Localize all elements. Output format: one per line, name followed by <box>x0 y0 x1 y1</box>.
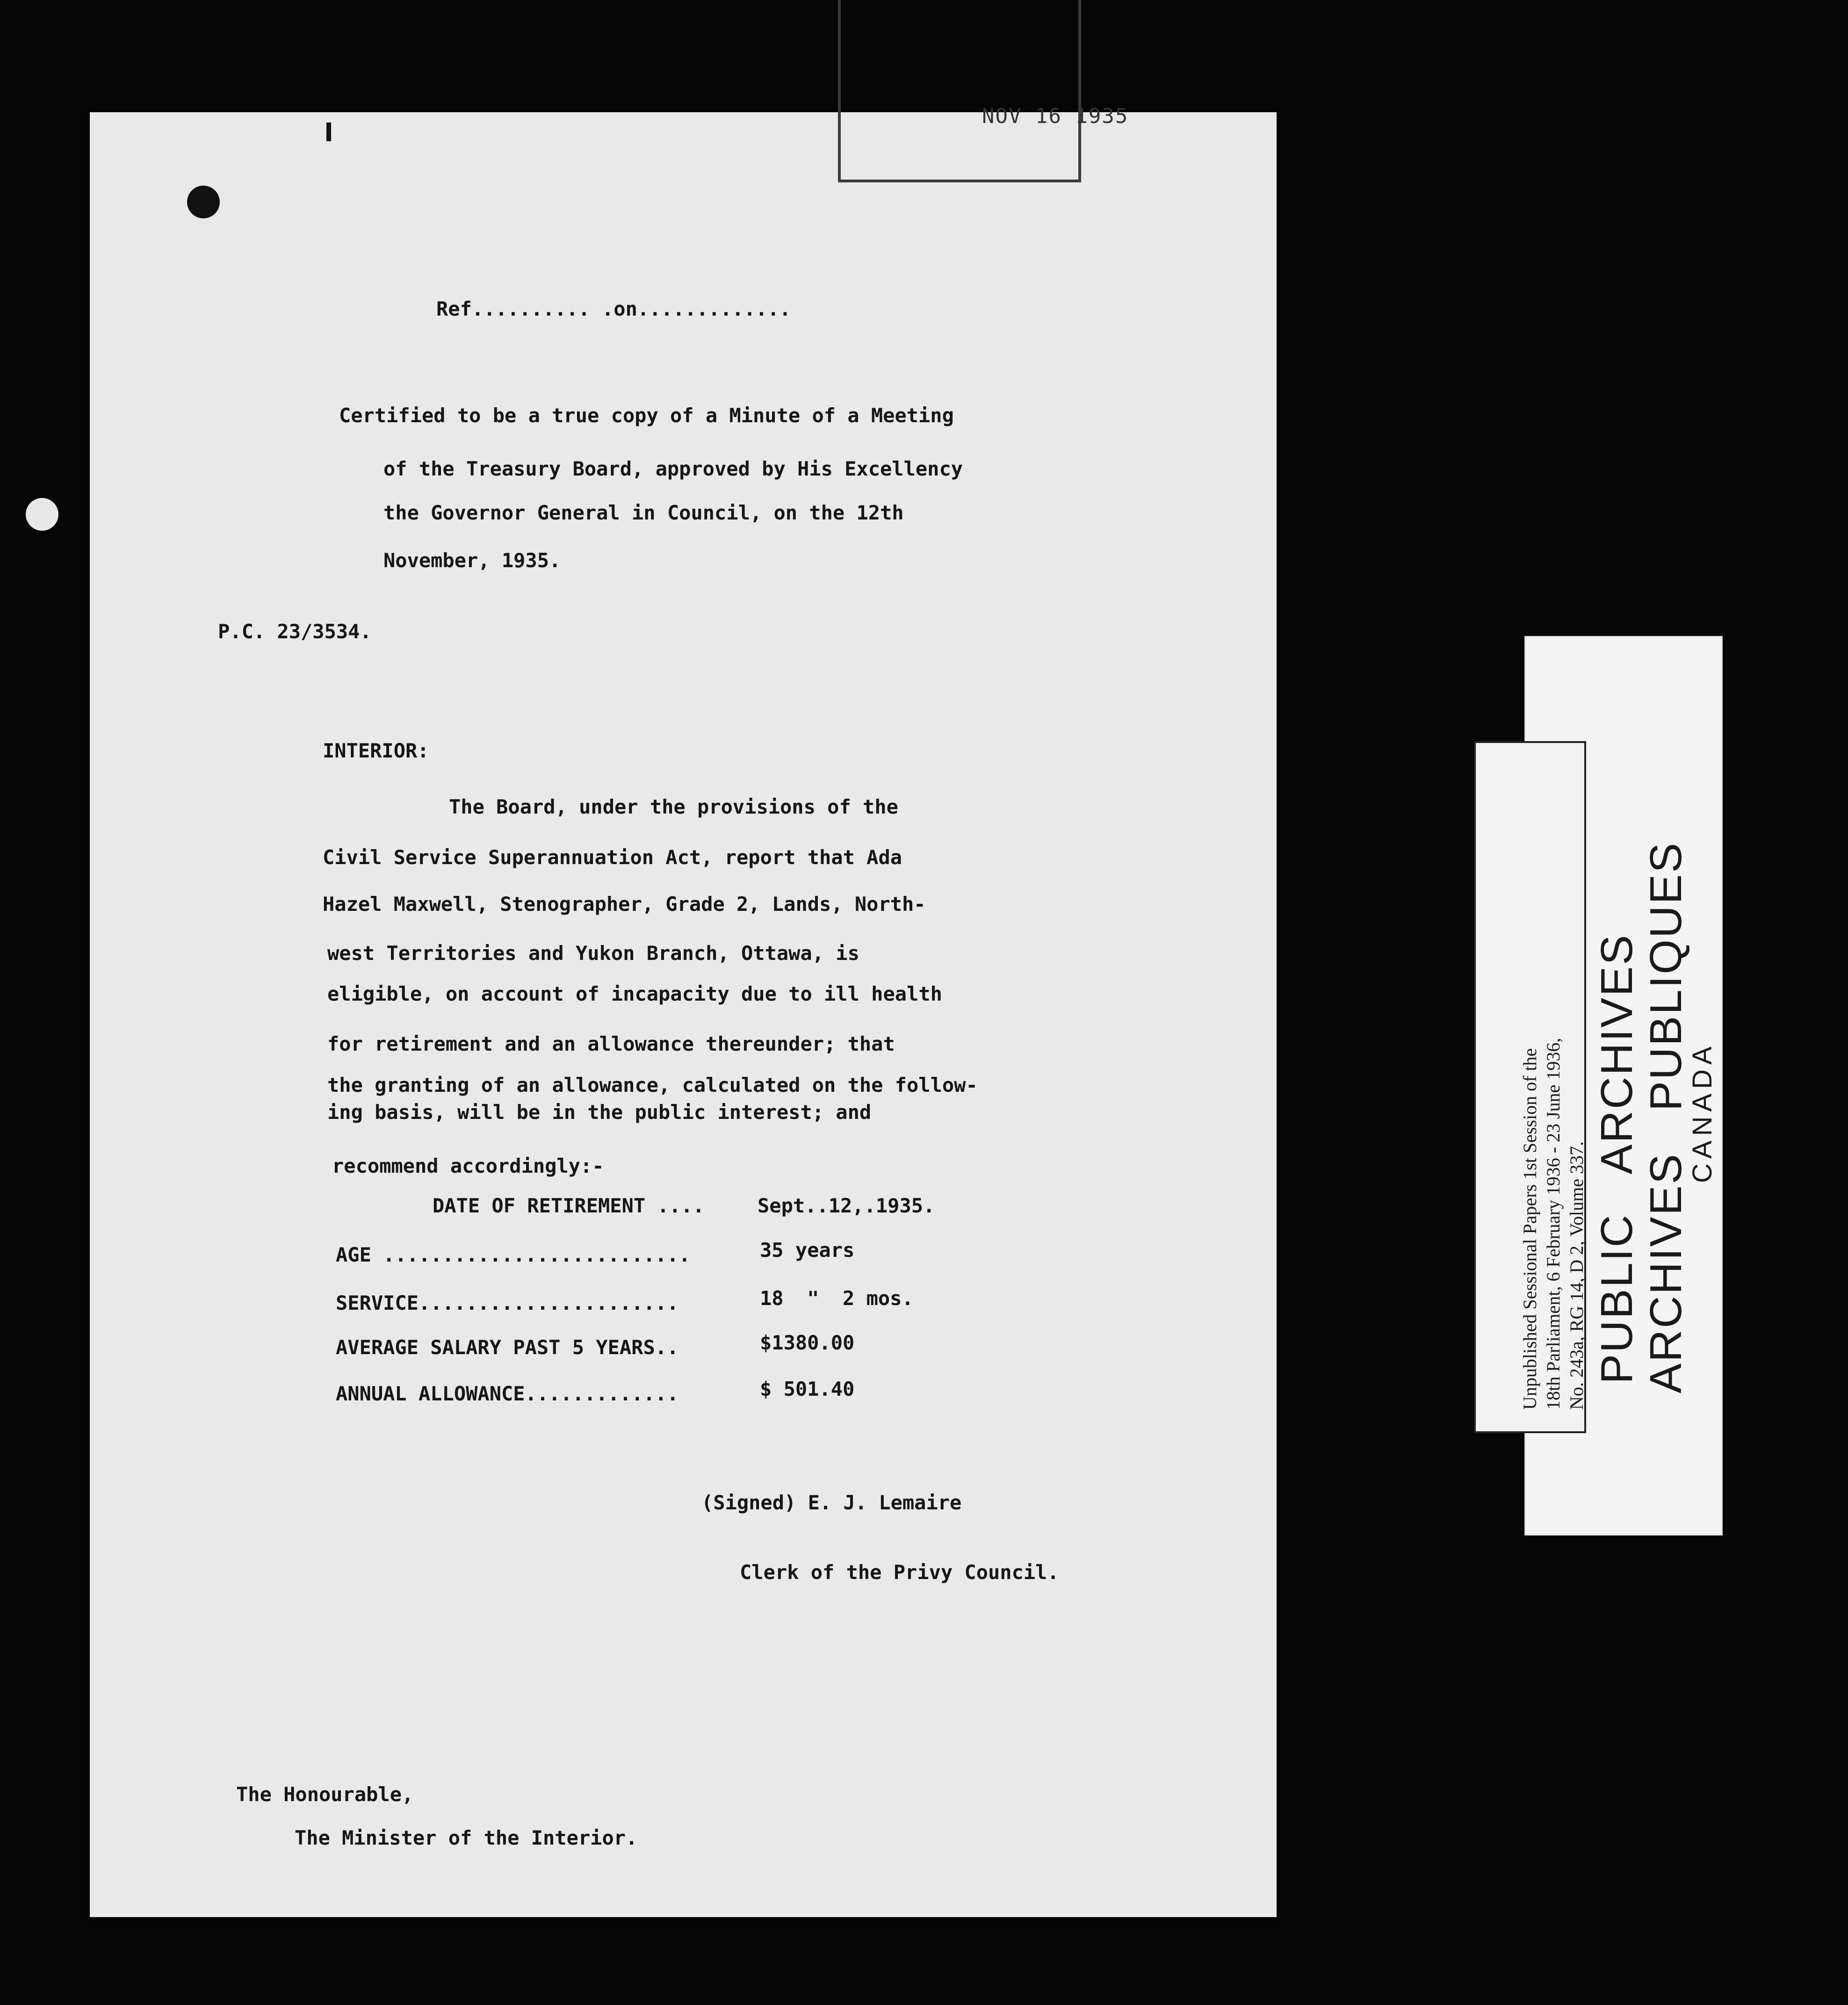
archive-title-fr: ARCHIVES PUBLIQUES <box>1641 841 1691 1393</box>
detail-label: AVERAGE SALARY PAST 5 YEARS.. <box>336 1336 679 1359</box>
reference-line: Ref.......... .on............. <box>436 297 791 320</box>
detail-label: AGE .......................... <box>336 1243 691 1266</box>
detail-label: ANNUAL ALLOWANCE............. <box>336 1382 679 1405</box>
ink-mark <box>326 123 331 141</box>
addressee-line: The Honourable, <box>236 1783 414 1806</box>
certification-line: of the Treasury Board, approved by His Excellency <box>383 457 963 480</box>
certification-line: the Governor General in Council, on the 12th <box>383 501 904 524</box>
pc-number: P.C. 23/3534. <box>218 620 372 643</box>
body-line: the granting of an allowance, calculated on the follow- <box>327 1074 978 1096</box>
body-line: recommend accordingly:- <box>332 1154 604 1177</box>
detail-value: 35 years <box>760 1239 855 1262</box>
citation-line: 18th Parliament, 6 February 1936 - 23 June 1936, <box>1543 1038 1564 1410</box>
detail-value: $ 501.40 <box>760 1378 855 1400</box>
signatory-title: Clerk of the Privy Council. <box>740 1561 1059 1584</box>
detail-label: DATE OF RETIREMENT .... <box>433 1194 705 1217</box>
detail-value: 18 " 2 mos. <box>760 1287 914 1310</box>
detail-label: SERVICE...................... <box>336 1291 679 1314</box>
document-page <box>90 112 1277 1917</box>
body-line: west Territories and Yukon Branch, Ottawa, is <box>327 942 859 965</box>
date-stamp: NOV 16 1935 <box>982 104 1129 128</box>
date-stamp-box <box>838 0 1081 182</box>
detail-value: Sept..12,.1935. <box>758 1194 935 1217</box>
body-line: The Board, under the provisions of the <box>449 795 898 818</box>
punch-hole <box>187 186 220 218</box>
body-line: Civil Service Superannuation Act, report that Ada <box>323 846 902 869</box>
body-line: ing basis, will be in the public interest; and <box>327 1101 872 1124</box>
department-heading: INTERIOR: <box>323 739 429 762</box>
signature-line: (Signed) E. J. Lemaire <box>701 1491 962 1514</box>
body-line: Hazel Maxwell, Stenographer, Grade 2, Lands, North- <box>323 893 926 916</box>
citation-line: No. 243a, RG 14, D 2, Volume 337. <box>1566 1141 1587 1410</box>
detail-value: $1380.00 <box>760 1331 855 1354</box>
certification-line: Certified to be a true copy of a Minute of a Meeting <box>339 404 954 427</box>
body-line: eligible, on account of incapacity due to ill health <box>327 982 942 1005</box>
body-line: for retirement and an allowance thereunder; that <box>327 1032 895 1055</box>
punch-hole <box>26 498 58 531</box>
citation-line: Unpublished Sessional Papers 1st Session of the <box>1519 1048 1540 1410</box>
certification-line: November, 1935. <box>383 549 561 572</box>
archive-country: CANADA <box>1687 1042 1718 1183</box>
archive-title-en: PUBLIC ARCHIVES <box>1592 933 1642 1384</box>
addressee-line: The Minister of the Interior. <box>295 1826 638 1849</box>
